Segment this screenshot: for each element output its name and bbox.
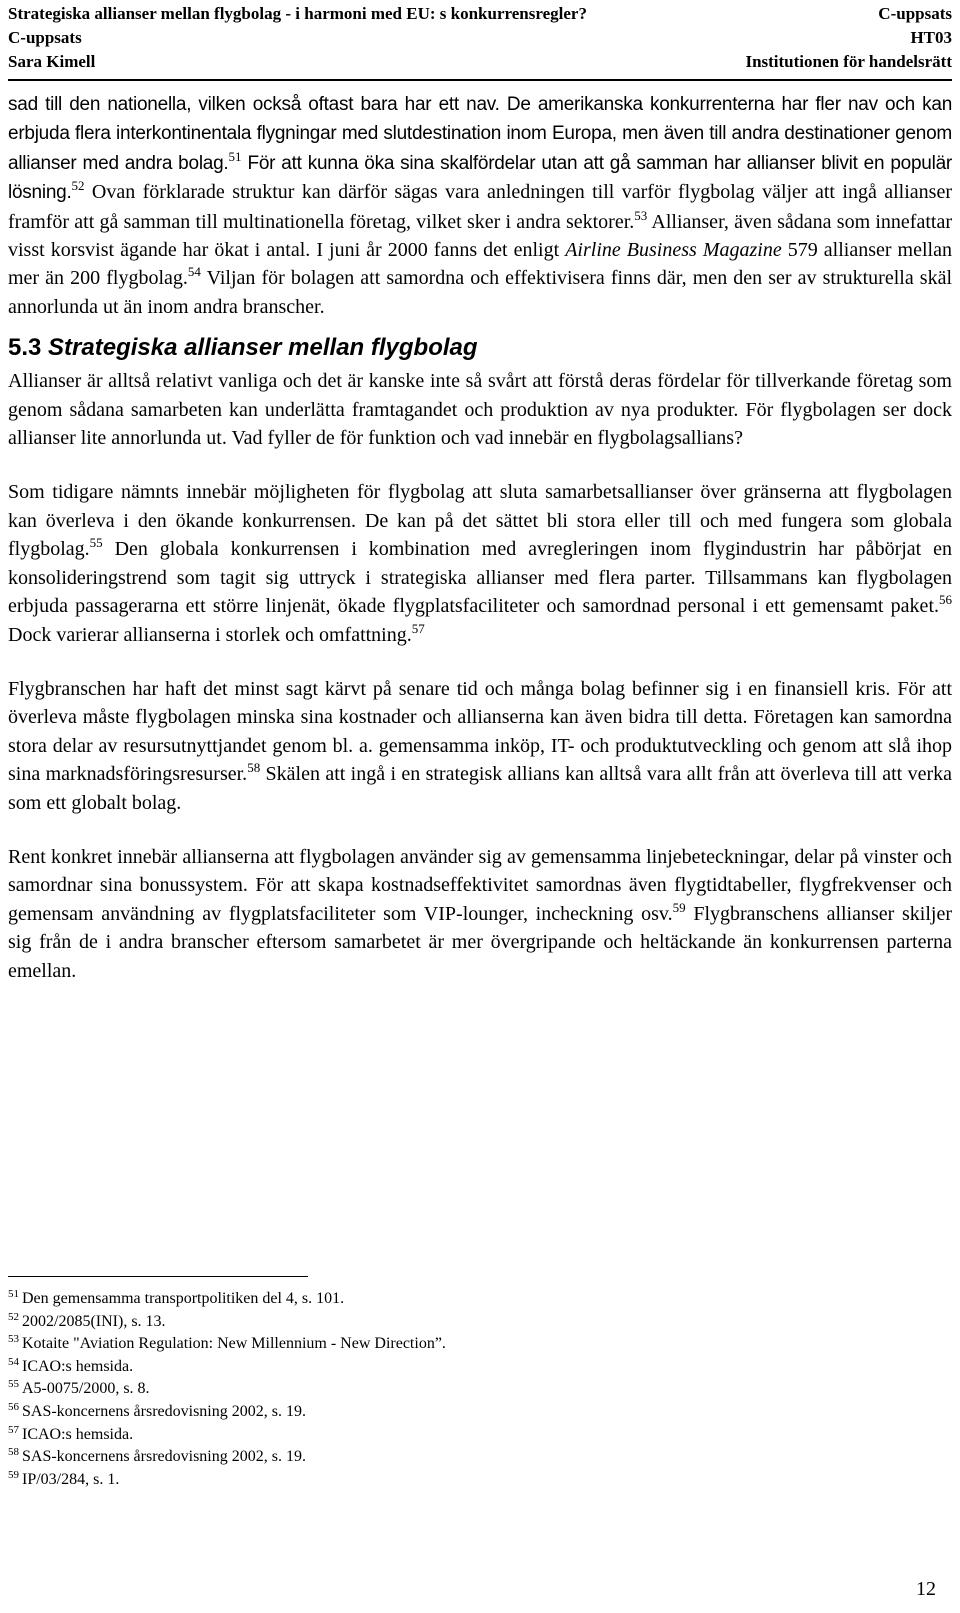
footnote-item [8, 1333, 952, 1356]
footnote-number: 55 [8, 1378, 19, 1391]
paragraph-1-part: De amerikanska konkurrenterna har fler nav och kan erbjuda flera interkontinentala flygningar med slutdestination inom Europa, men även till andra destinationer genom allianser med andra bolag. [8, 94, 953, 174]
footnote-text: IP/03/284, s. 1. [22, 1470, 120, 1488]
header-divider [8, 79, 952, 81]
footnote-item [8, 1356, 952, 1379]
footnote-number: 52 [8, 1310, 19, 1323]
paragraph-3 [8, 478, 952, 648]
footnote-ref-55[interactable]: 55 [89, 535, 103, 551]
footnote-ref-51[interactable]: 51 [228, 148, 242, 164]
header-title: Strategiska allianser mellan flygbolag - i harmoni med EU: s konkurrensregler? [8, 4, 587, 23]
paragraph-1 [8, 90, 952, 321]
footnote-number: 51 [8, 1288, 19, 1300]
paragraph-4-part: Flygbranschen har haft det minst sagt kärvt på senare tid och många bolag befinner sig i en finansiell kris. För att överleva måste flygbolagen minska sina kostnader och allianserna kan även bidra till detta. Företagen kan samordna stora delar av resursutnyttjandet genom bl. a. gemensamma inköp, IT- och produktutveckling och genom att slå ihop sina marknadsföringsresurser. [8, 677, 952, 786]
footnote-text: SAS-koncernens årsredovisning 2002, s. 19. [22, 1448, 306, 1466]
page-header [8, 2, 952, 74]
paragraph-3-part: Som tidigare nämnts innebär möjligheten för flygbolag att sluta samarbetsallianser över gränserna att flygbolagen kan överleva i den ökande konkurrensen. De kan på det sättet bli stora eller till och med fungera som globala flygbolag. [8, 481, 952, 561]
footnote-divider [8, 1276, 308, 1277]
footnote-ref-58[interactable]: 58 [247, 760, 261, 776]
paragraph-1-part: 579 allianser mellan mer än 200 flygbolag. [8, 239, 952, 290]
paragraph-5-part: Flygbranschens allianser skiljer sig från de i andra branscher eftersom samarbetet är mer övergripande och heltäckande än konkurrensen parterna emellan. [8, 902, 953, 982]
paragraph-4 [8, 675, 952, 817]
footnote-number: 54 [8, 1355, 19, 1368]
footnote-number: 56 [8, 1400, 19, 1413]
footnote-text: SAS-koncernens årsredovisning 2002, s. 19. [22, 1402, 306, 1420]
footnote-text: 2002/2085(INI), s. 13. [22, 1312, 166, 1330]
footnote-ref-52[interactable]: 52 [71, 178, 85, 194]
footnote-number: 59 [8, 1468, 19, 1481]
header-author: Sara Kimell [8, 52, 96, 71]
document-body [8, 90, 952, 1011]
paragraph-3-part: Dock varierar allianserna i storlek och omfattning. [8, 623, 412, 646]
footnote-item [8, 1288, 952, 1311]
paragraph-1-part: Allianser, även sådana som innefattar visst korsvist ägande har ökat i antal. [8, 210, 952, 262]
paragraph-4-part: Skälen att ingå i en strategisk allians kan alltså vara allt från att överleva till att verka som ett globalt bolag. [8, 763, 953, 814]
paragraph-1-part: Ovan förklarade struktur kan därför sägas vara anledningen till varför flygbolag väljer att ingå allianser framför att gå samman till multinationella företag, vilket sker i andra sektorer. [8, 181, 952, 233]
footnote-ref-57[interactable]: 57 [411, 620, 425, 636]
footnote-item [8, 1378, 952, 1401]
footnote-text: A5-0075/2000, s. 8. [22, 1380, 150, 1398]
footnote-item [8, 1311, 952, 1334]
header-type-left: C-uppsats [8, 28, 82, 47]
footnote-text: Den gemensamma transportpolitiken del 4, s. 101. [22, 1290, 345, 1307]
section-heading [8, 333, 952, 363]
footnote-item [8, 1469, 952, 1492]
footnote-ref-56[interactable]: 56 [939, 592, 952, 608]
header-term: HT03 [910, 28, 952, 47]
footnote-item [8, 1446, 952, 1469]
footnote-number: 57 [8, 1423, 19, 1436]
footnote-item [8, 1401, 952, 1424]
section-number: 5.3 [8, 334, 42, 362]
paragraph-5-part: Rent konkret innebär allianserna att flygbolagen använder sig av gemensamma linjebeteckningar, delar på vinster och samordnar sina bonussystem. För att skapa kostnadseffektivitet samordnas även flygtidtabeller, flygfrekvenser och gemensam användning av flygplatsfaciliteter som VIP-lounger, incheckning osv. [8, 845, 952, 925]
paragraph-1-part: Viljan för bolagen att samordna och effektivisera finns där, men den ser av strukturella skäl annorlunda ut än inom andra branscher. [8, 267, 952, 318]
footnotes [8, 1288, 952, 1491]
paragraph-1-part: I juni år 2000 fanns det enligt [310, 239, 566, 262]
paragraph-3-part: Den globala konkurrensen i kombination med avregleringen inom flygindustrin har påbörjat en konsolideringstrend som tagit sig uttryck i strategiska allianser med flera parter. Tillsammans kan flygbolagen erbjuda passagerarna ett större linjenät, ökade flygplatsfaciliteter och samordnad personal i ett gemensamt paket. [8, 538, 952, 618]
page-number: 12 [916, 1578, 936, 1600]
paragraph-1-part: sad till den nationella, vilken också oftast bara har ett nav. [8, 94, 500, 115]
paragraph-2: Allianser är alltså relativt vanliga och det är kanske inte så svårt att förstå deras fördelar för tillverkande företag som genom sådana samarbeten kan underlätta framtagandet och produktion av nya produkter. För flygbolagen ser dock allianser lite annorlunda ut. Vad fyller de för funktion och vad innebär en flygbolagsallians? [8, 370, 952, 450]
header-department: Institutionen för handelsrätt [745, 52, 952, 71]
footnote-number: 58 [8, 1446, 19, 1459]
footnote-item [8, 1424, 952, 1447]
footnote-ref-59[interactable]: 59 [672, 899, 686, 915]
section-title: Strategiska allianser mellan flygbolag [48, 334, 478, 362]
paragraph-1-part: För att kunna öka sina skalfördelar utan att gå samman har allianser blivit en populär lösning. [8, 152, 952, 204]
footnote-ref-54[interactable]: 54 [187, 264, 201, 280]
footnote-text: ICAO:s hemsida. [22, 1425, 134, 1443]
footnote-number: 53 [8, 1333, 19, 1346]
footnote-text: ICAO:s hemsida. [22, 1357, 134, 1375]
magazine-title: Airline Business Magazine [565, 239, 782, 262]
header-type-right: C-uppsats [878, 4, 952, 23]
paragraph-5 [8, 843, 952, 985]
footnote-ref-53[interactable]: 53 [634, 207, 648, 223]
footnote-text: Kotaite "Aviation Regulation: New Millennium - New Direction”. [22, 1335, 446, 1353]
